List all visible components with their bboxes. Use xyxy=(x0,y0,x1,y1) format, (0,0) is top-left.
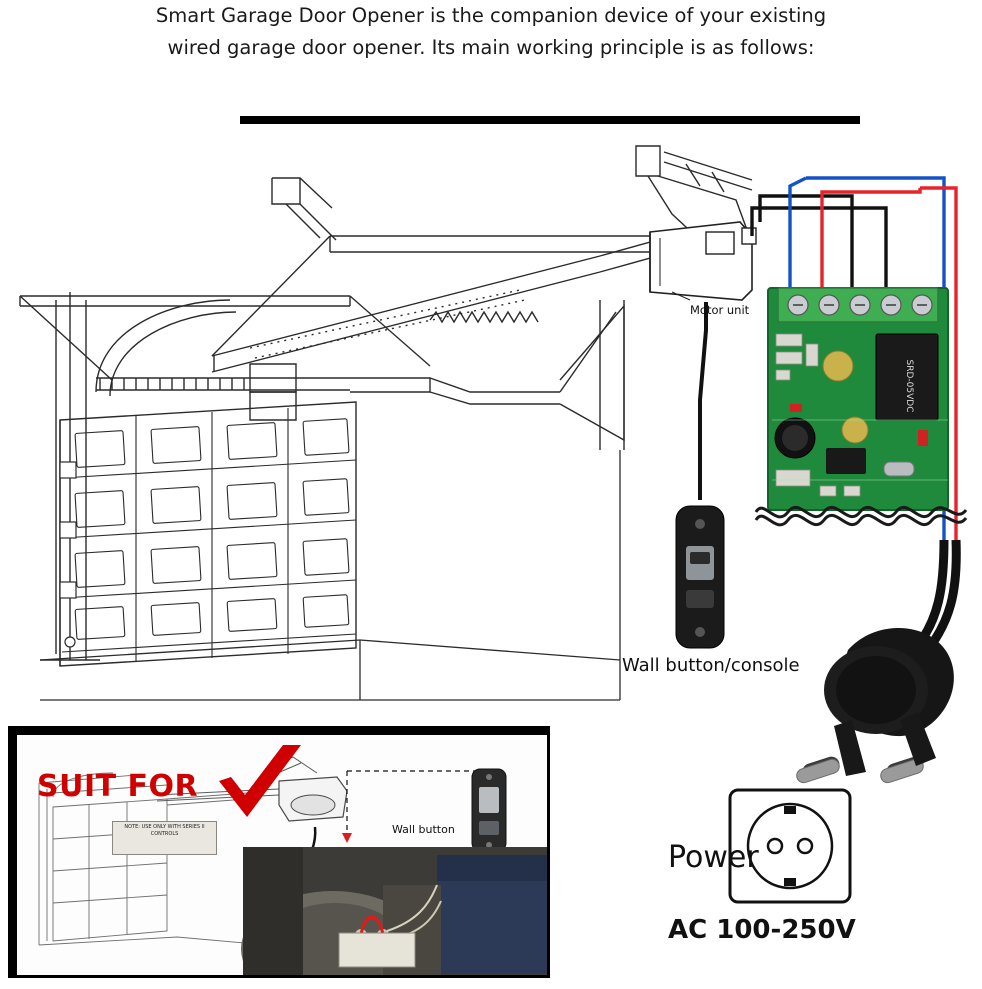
inset-wall-button-label: Wall button xyxy=(392,823,455,836)
garage-structure xyxy=(20,146,752,666)
inset-wall-button xyxy=(472,769,506,851)
check-mark-icon xyxy=(209,741,309,831)
door-panels xyxy=(62,408,356,662)
wall-console xyxy=(676,506,724,648)
intro-line-2: wired garage door opener. Its main working principle is as follows: xyxy=(167,36,815,59)
suit-for-label: SUIT FOR xyxy=(37,769,199,804)
relay-board xyxy=(768,288,948,510)
ceiling-beam xyxy=(240,116,860,124)
label-power: Power xyxy=(668,840,759,875)
label-motor-unit: Motor unit xyxy=(690,303,750,317)
inset-photo xyxy=(241,847,547,975)
label-voltage: AC 100-250V xyxy=(668,915,856,945)
label-wall-button: Wall button/console xyxy=(622,655,800,676)
door-hinges xyxy=(60,462,76,647)
inset-content xyxy=(17,735,547,975)
inset-note-text: NOTE: USE ONLY WITH SERIES II CONTROLS xyxy=(112,821,217,855)
inset-arrow-head xyxy=(342,833,352,843)
wall-button-wire xyxy=(700,302,706,500)
motor-unit xyxy=(650,222,756,300)
power-plug xyxy=(795,628,954,784)
intro-line-1: Smart Garage Door Opener is the companion device of your existing xyxy=(155,4,827,27)
suit-for-inset xyxy=(8,726,550,978)
svg-text:SRD-05VDC: SRD-05VDC xyxy=(904,359,914,413)
